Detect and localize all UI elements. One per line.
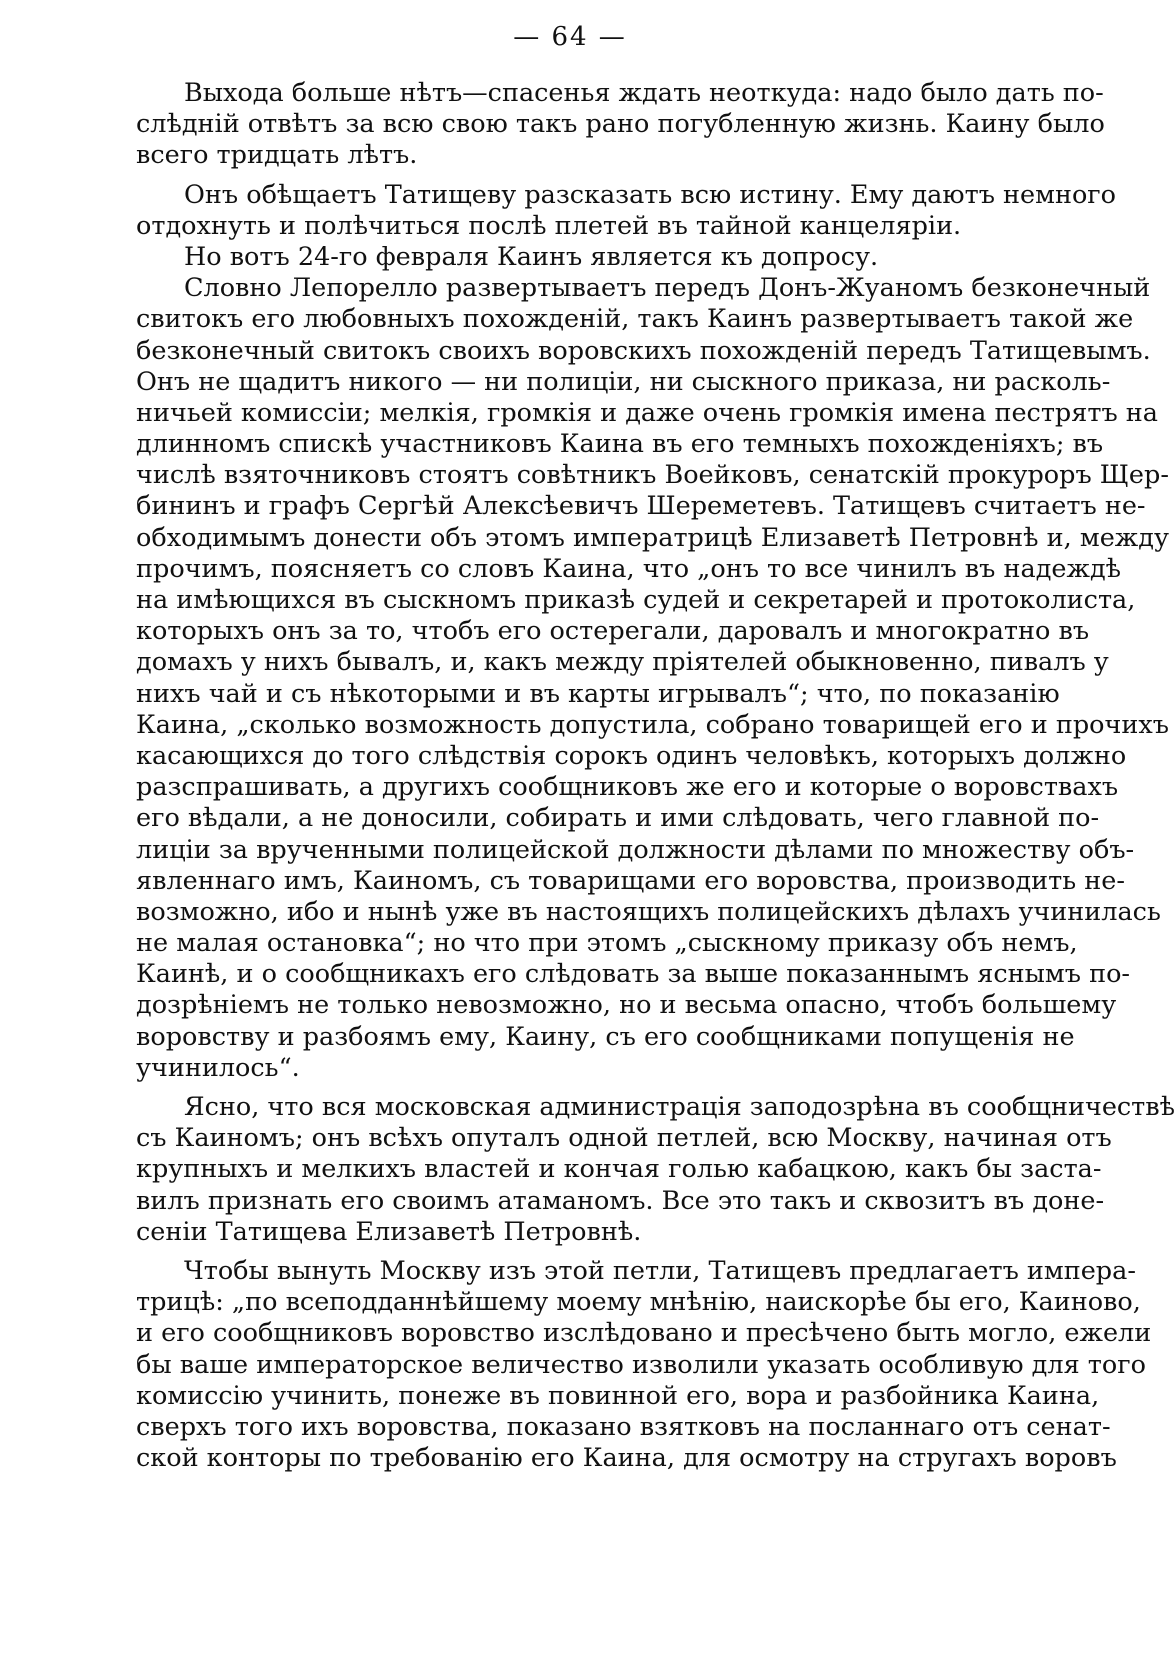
text-line: съ Каиномъ; онъ всѣхъ опуталъ одной петлей, всю Москву, начиная отъ [136,1123,1112,1154]
text-line: разспрашивать, а другихъ сообщниковъ же его и которые о воровствахъ [136,772,1119,803]
text-line: ничьей комиссіи; мелкія, громкія и даже очень громкія имена пестрятъ на [136,397,1158,428]
text-line: сеніи Татищева Елизаветѣ Петровнѣ. [136,1216,642,1247]
text-line: слѣдній отвѣтъ за всю свою такъ рано погубленную жизнь. Каину было [136,109,1105,140]
text-line: ской конторы по требованію его Каина, для осмотру на стругахъ воровъ [136,1443,1117,1474]
text-line: лиціи за врученными полицейской должности дѣлами по множеству объ- [136,834,1135,865]
text-line: возможно, ибо и нынѣ уже въ настоящихъ полицейскихъ дѣлахъ учинилась [136,896,1161,927]
text-line: на имѣющихся въ сыскномъ приказѣ судей и секретарей и протоколиста, [136,585,1136,615]
text-line: вилъ признать его своимъ атаманомъ. Все это такъ и сквозитъ въ доне- [136,1185,1105,1216]
text-line: трицѣ: „по всеподданнѣйшему моему мнѣнію, наискорѣе бы его, Каиново, [136,1287,1141,1318]
text-line: нихъ чай и съ нѣкоторыми и въ карты игрывалъ“; что, по показанію [136,678,1060,709]
text-line: дозрѣніемъ не только невозможно, но и весьма опасно, чтобъ большему [136,990,1117,1021]
text-line: Каина, „сколько возможность допустила, собрано товарищей его и прочихъ [136,709,1169,740]
text-line: обходимымъ донести объ этомъ императрицѣ Елизаветѣ Петровнѣ и, между [136,522,1169,553]
text-line: домахъ у нихъ бывалъ, и, какъ между пріятелей обыкновенно, пивалъ у [136,647,1109,678]
text-line: прочимъ, поясняетъ со словъ Каина, что „онъ то все чинилъ въ надеждѣ [136,553,1122,584]
text-line: свитокъ его любовныхъ похожденій, такъ Каинъ развертываетъ такой же [136,304,1134,335]
text-line: его вѣдали, а не доносили, собирать и ими слѣдовать, чего главной по- [136,803,1100,834]
text-line: Чтобы вынуть Москву изъ этой петли, Татищевъ предлагаетъ импера- [184,1255,1136,1286]
text-line: крупныхъ и мелкихъ властей и кончая голью кабацкою, какъ бы заста- [136,1154,1102,1185]
text-line: безконечный свитокъ своихъ воровскихъ похожденій передъ Татищевымъ. [136,335,1151,366]
text-line: комиссію учинить, понеже въ повинной его, вора и разбойника Каина, [136,1380,1100,1411]
text-line: сверхъ того ихъ воровства, показано взятковъ на посланнаго отъ сенат- [136,1411,1111,1442]
text-line: и его сообщниковъ воровство изслѣдовано и пресѣчено быть могло, ежели [136,1318,1152,1349]
text-line: Онъ обѣщаетъ Татищеву разсказать всю истину. Ему даютъ немного [184,179,1117,210]
text-line: которыхъ онъ за то, чтобъ его остерегали, даровалъ и многократно въ [136,616,1090,647]
text-line: бининъ и графъ Сергѣй Алексѣевичъ Шереметевъ. Татищевъ считаетъ не- [136,491,1146,522]
text-line: Онъ не щадитъ никого — ни полиціи, ни сыскного приказа, ни расколь- [136,366,1111,397]
paragraph [136,1092,1175,1248]
text-line: Выхода больше нѣтъ—спасенья ждать неоткуда: надо было дать по- [184,78,1104,108]
body-text [136,78,1175,1474]
paragraph [136,242,1056,273]
text-line: учинилось“. [136,1052,300,1083]
paragraph [136,1255,1152,1474]
text-line: явленнаго имъ, Каиномъ, съ товарищами его воровства, производить не- [136,865,1125,896]
text-line: Словно Лепорелло развертываетъ передъ Донъ-Жуаномъ безконечный [184,273,1151,304]
text-line: Ясно, что вся московская администрація заподозрѣна въ сообщничествѣ [184,1092,1175,1122]
text-line: касающихся до того слѣдствія сорокъ одинъ человѣкъ, которыхъ должно [136,740,1127,771]
text-line: Каинѣ, и о сообщникахъ его слѣдовать за выше показаннымъ яснымъ по- [136,959,1131,990]
text-line: Но вотъ 24-го февраля Каинъ является къ допросу. [184,241,879,272]
paragraph [136,179,1117,242]
text-line: числѣ взяточниковъ стоятъ совѣтникъ Воейковъ, сенатскій прокуроръ Щер- [136,460,1169,491]
text-line: отдохнуть и полѣчиться послѣ плетей въ тайной канцеляріи. [136,210,962,241]
text-line: длинномъ спискѣ участниковъ Каина въ его темныхъ похожденіяхъ; въ [136,429,1104,460]
text-line: воровству и разбоямъ ему, Каину, съ его сообщниками попущенія не [136,1021,1075,1052]
paragraph [136,78,1105,172]
text-line: бы ваше императорское величество изволили указать особливую для того [136,1349,1146,1380]
text-line: не малая остановка“; но что при этомъ „сыскному приказу объ немъ, [136,928,1078,959]
paragraph [136,273,1169,1084]
text-line: всего тридцать лѣтъ. [136,140,418,171]
page-number: — 64 — [513,22,627,52]
